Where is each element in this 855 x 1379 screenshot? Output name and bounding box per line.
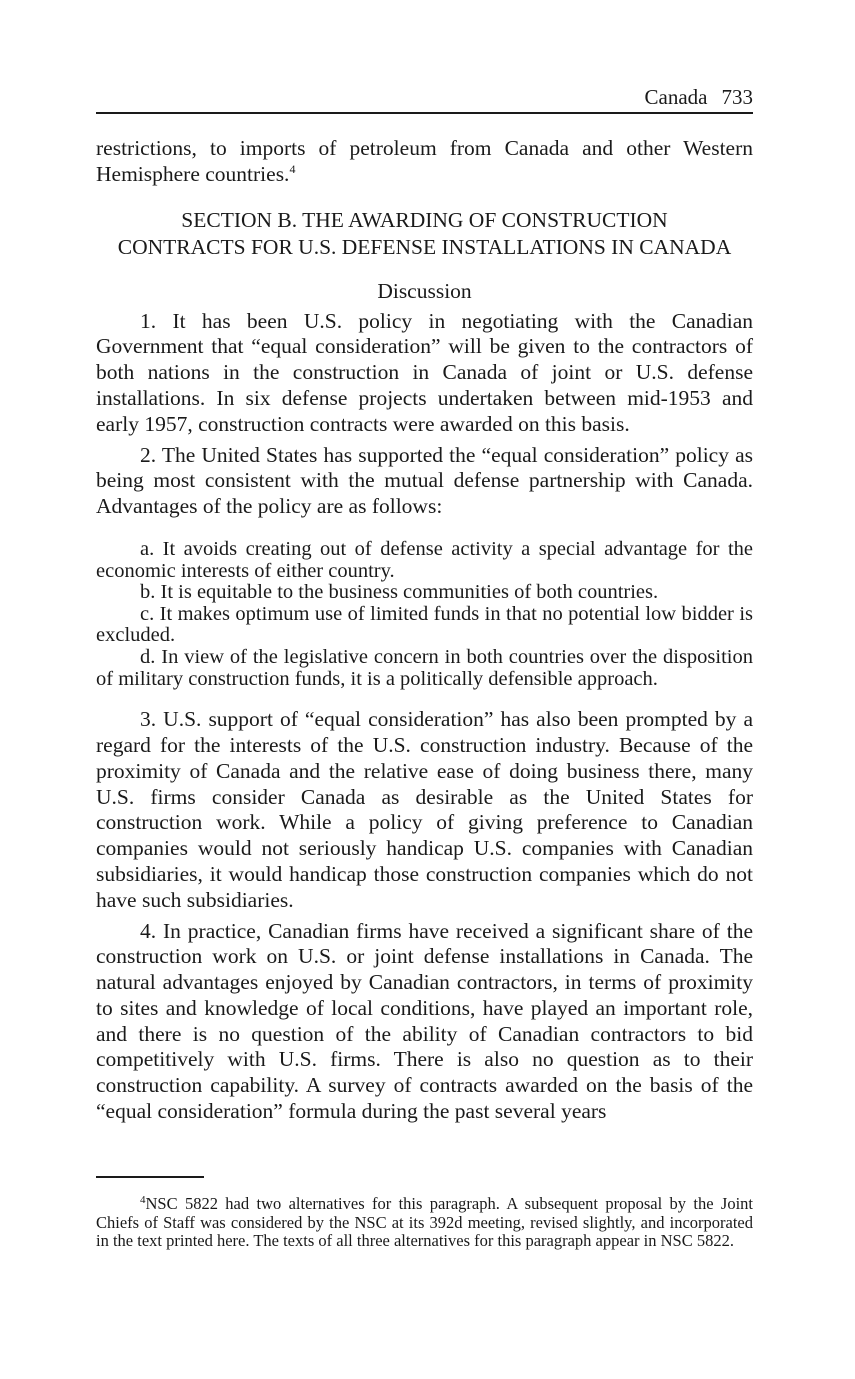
section-heading-line-2: CONTRACTS FOR U.S. DEFENSE INSTALLATIONS IN CANADA [117, 234, 732, 259]
page-body [96, 136, 753, 1125]
list-item-c: c. It makes optimum use of limited funds in that no potential low bidder is excluded. [96, 602, 753, 647]
section-heading [96, 207, 753, 261]
paragraph-4: 4. In practice, Canadian firms have received a significant share of the construction work on U.S. or joint defense installations in Canada. The natural advantages enjoyed by Canadian contractors, in terms of proximity to sites and knowledge of local conditions, have played an important role, and there is no question of the ability of Canadian contractors to bid competitively with U.S. firms. There is also no question as to their construction capability. A survey of contracts awarded on the basis of the “equal consideration” formula during the past several years [96, 918, 753, 1124]
running-header [96, 84, 753, 110]
discussion-subheading: Discussion [377, 278, 472, 303]
footnote-reference: 4 [289, 161, 296, 176]
header-rule [96, 112, 753, 114]
page-number: 733 [721, 85, 753, 109]
footnote-number: 4 [140, 1194, 146, 1206]
section-heading-line-1: SECTION B. THE AWARDING OF CONSTRUCTION [181, 207, 668, 232]
paragraph-3: 3. U.S. support of “equal consideration” has also been prompted by a regard for the interests of the U.S. construction industry. Because of the proximity of Canada and the relative ease of doing business there, many U.S. firms consider Canada as desirable as the United States for construction work. While a policy of giving preference to Canadian companies would not seriously handicap U.S. companies with Canadian subsidiaries, it would handicap those construction companies which do not have such subsidiaries. [96, 707, 753, 912]
list-item-b: b. It is equitable to the business communities of both countries. [140, 581, 659, 604]
paragraph-2: 2. The United States has supported the “equal consideration” policy as being most consistent with the mutual defense partnership with Canada. Advantages of the policy are as follows: [96, 442, 753, 519]
carryover-paragraph [96, 136, 753, 188]
footnote-rule [96, 1176, 204, 1178]
paragraph-1: 1. It has been U.S. policy in negotiating with the Canadian Government that “equal consideration” will be given to the contractors of both nations in the construction in Canada of joint or U.S. defense installations. In six defense projects undertaken between mid-1953 and early 1957, construction contracts were awarded on this basis. [96, 308, 753, 436]
carryover-text: restrictions, to imports of petroleum from Canada and other Western Hemisphere countries. [96, 136, 753, 186]
running-title: Canada [644, 85, 708, 109]
footnote-text: NSC 5822 had two alternatives for this paragraph. A subsequent proposal by the Joint Chiefs of Staff was considered by the NSC at its 392d meeting, revised slightly, and incorporated in the text printed here. The texts of all three alternatives for this paragraph appear in NSC 5822. [96, 1194, 753, 1251]
footnote [96, 1195, 753, 1251]
list-item-d: d. In view of the legislative concern in both countries over the disposition of military construction funds, it is a politically defensible approach. [96, 645, 753, 690]
list-item-a: a. It avoids creating out of defense activity a special advantage for the economic interests of either country. [96, 537, 753, 582]
